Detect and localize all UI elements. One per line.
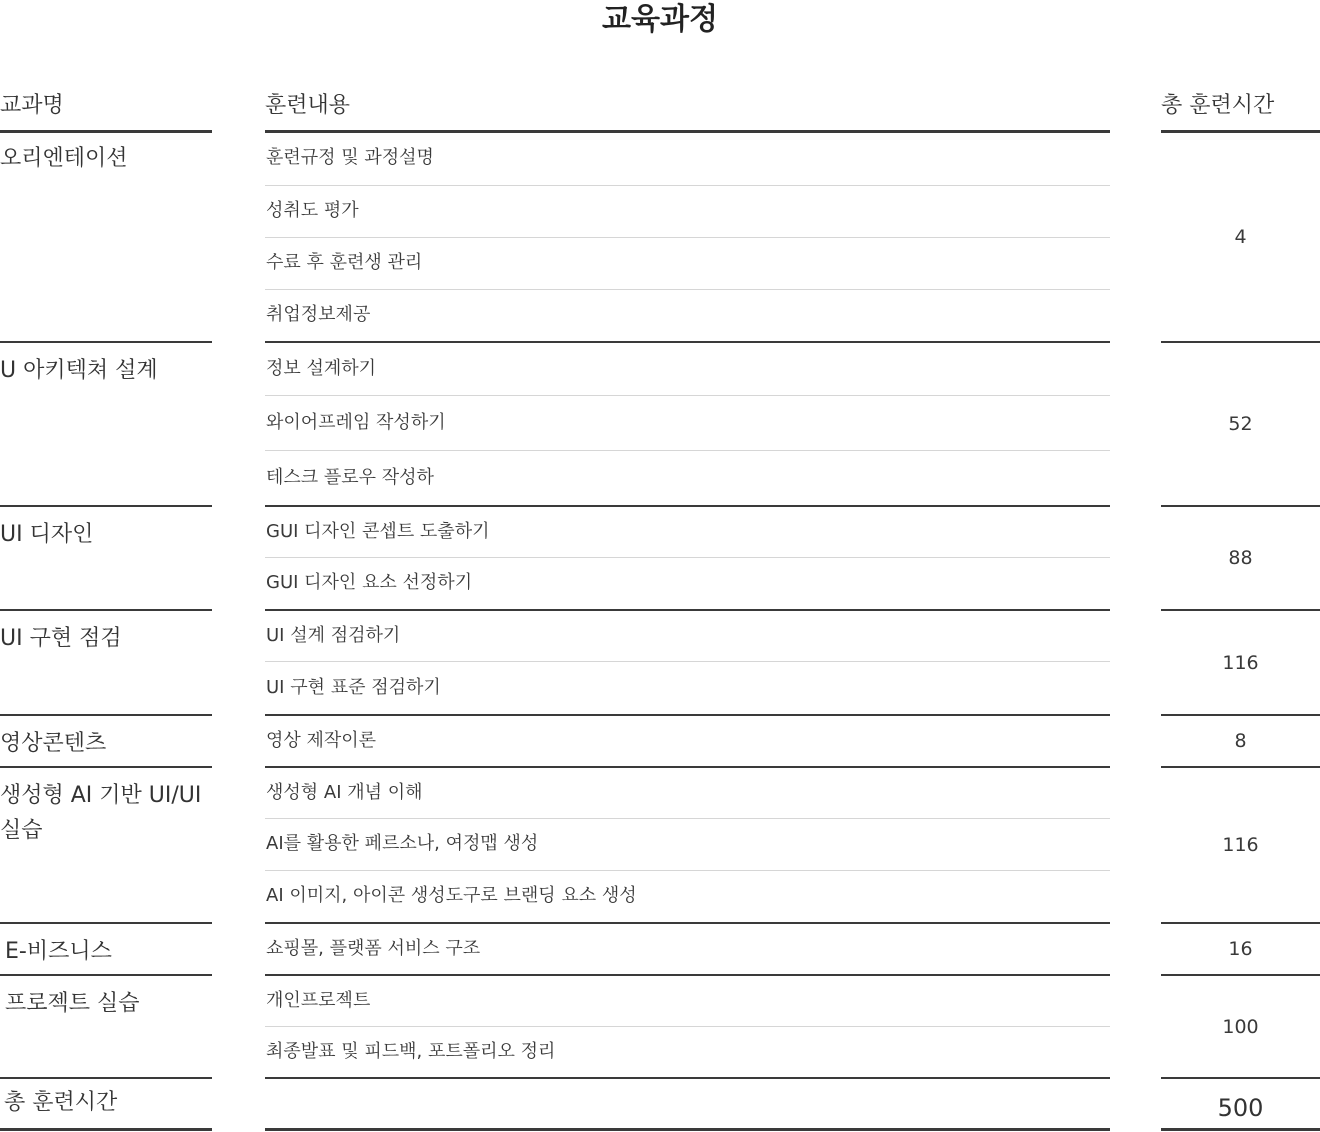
total-row-rule (0, 1077, 212, 1079)
content-row: 취업정보제공 (265, 289, 1110, 341)
hours-cell: 4 (1234, 226, 1247, 248)
subject-cell: E-비즈니스 (0, 922, 212, 974)
total-hours-label: 총 훈련시간 (4, 1090, 118, 1115)
content-row: UI 설계 점검하기 (265, 609, 1110, 661)
hours-cell: 88 (1161, 505, 1320, 609)
subject-cell: UI 구현 점검 (0, 609, 212, 714)
content-row: GUI 디자인 요소 선정하기 (265, 557, 1110, 609)
content-row: GUI 디자인 콘셉트 도출하기 (265, 505, 1110, 557)
hours-cell: 116 (1161, 766, 1320, 922)
content-row: 생성형 AI 개념 이해 (265, 766, 1110, 818)
subject-cell: 영상콘텐츠 (0, 714, 212, 766)
subject-cell: 오리엔테이션 (0, 146, 128, 171)
subject-cell: U 아키텍쳐 설계 (0, 341, 212, 505)
header-hours: 총 훈련시간 (1161, 84, 1320, 133)
content-row: 수료 후 훈련생 관리 (265, 237, 1110, 289)
content-row: AI 이미지, 아이콘 생성도구로 브랜딩 요소 생성 (265, 870, 1110, 922)
total-row-rule (265, 1077, 1110, 1079)
content-row: 쇼핑몰, 플랫폼 서비스 구조 (265, 922, 1110, 974)
content-row: 와이어프레임 작성하기 (265, 395, 1110, 450)
hours-cell: 16 (1161, 922, 1320, 974)
content-row: 정보 설계하기 (265, 341, 1110, 395)
table-bottom-rule (0, 1128, 212, 1131)
hours-cell: 100 (1161, 974, 1320, 1078)
content-row: 최종발표 및 피드백, 포트폴리오 정리 (265, 1026, 1110, 1078)
total-hours-value: 500 (1217, 1094, 1264, 1122)
content-row: 영상 제작이론 (265, 714, 1110, 766)
content-row: 훈련규정 및 과정설명 (266, 147, 434, 168)
content-row: AI를 활용한 페르소나, 여정맵 생성 (265, 818, 1110, 870)
content-row: UI 구현 표준 점검하기 (265, 661, 1110, 714)
hours-cell: 116 (1161, 609, 1320, 714)
page-title: 교육과정 (602, 2, 718, 37)
content-row: 성취도 평가 (265, 185, 1110, 237)
subject-cell: 프로젝트 실습 (0, 974, 212, 1078)
header-subject: 교과명 (0, 84, 212, 133)
table-bottom-rule (1161, 1128, 1320, 1131)
content-row: 테스크 플로우 작성하 (265, 450, 1110, 505)
header-content: 훈련내용 (265, 84, 1110, 133)
hours-cell: 52 (1161, 341, 1320, 505)
content-row: 개인프로젝트 (265, 974, 1110, 1026)
total-row-rule (1161, 1077, 1320, 1079)
subject-cell: 생성형 AI 기반 UI/UI 실습 (0, 766, 212, 922)
hours-cell: 8 (1161, 714, 1320, 766)
subject-cell: UI 디자인 (0, 505, 212, 609)
table-bottom-rule (265, 1128, 1110, 1131)
